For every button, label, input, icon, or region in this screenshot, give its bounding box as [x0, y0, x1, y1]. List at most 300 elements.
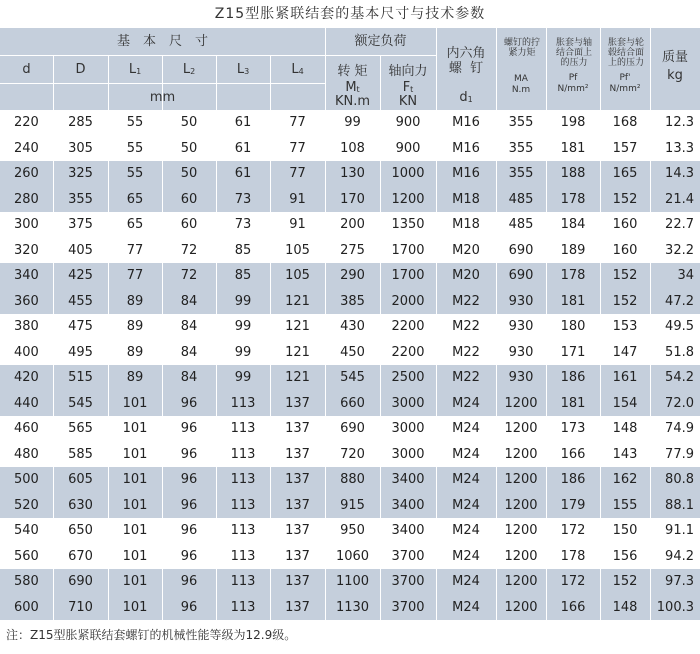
table-cell: 280 [0, 187, 53, 213]
table-cell: 515 [53, 365, 108, 391]
table-cell: M18 [436, 212, 496, 238]
table-cell: 108 [325, 136, 380, 162]
table-cell: 137 [270, 493, 325, 519]
table-cell: 930 [496, 340, 546, 366]
table-cell: 77 [270, 136, 325, 162]
table-cell: 88.1 [665, 497, 694, 513]
table-cell: 1100 [325, 569, 380, 595]
table-cell: 147 [600, 340, 650, 366]
table-cell: 113 [216, 493, 270, 519]
table-cell: 1200 [496, 544, 546, 570]
pf2-unit: N/mm² [609, 84, 641, 94]
table-cell: 154 [600, 391, 650, 417]
table-cell: 915 [325, 493, 380, 519]
table-cell: 1200 [496, 569, 546, 595]
table-cell: 300 [0, 212, 53, 238]
basic-dims-label: 基 本 尺 寸 [116, 34, 208, 49]
bolt-torque-unit: N.m [511, 85, 531, 95]
table-cell: 3400 [380, 518, 436, 544]
table-cell: 3700 [380, 595, 436, 621]
table-cell: 94.2 [665, 548, 694, 564]
table-cell: 55 [108, 136, 162, 162]
table-cell: 91 [270, 212, 325, 238]
table-cell: 91 [270, 187, 325, 213]
table-cell: 153 [600, 314, 650, 340]
table-cell: 3000 [380, 442, 436, 468]
table-row [0, 518, 700, 544]
table-cell: 171 [546, 340, 600, 366]
table-cell: 61 [216, 110, 270, 136]
table-cell: 1700 [380, 263, 436, 289]
table-cell: 101 [108, 493, 162, 519]
table-cell: 73 [216, 187, 270, 213]
table-row [0, 544, 700, 570]
table-cell: 1200 [496, 442, 546, 468]
bolt-torque-symbol: MA [514, 74, 528, 84]
table-cell: 96 [162, 416, 216, 442]
table-cell: 113 [216, 544, 270, 570]
table-cell: 179 [546, 493, 600, 519]
hex-symbol: d1 [459, 90, 473, 105]
table-cell: 305 [53, 136, 108, 162]
table-cell: 101 [108, 518, 162, 544]
table-cell: 420 [0, 365, 53, 391]
table-cell: 173 [546, 416, 600, 442]
table-cell: 1200 [496, 518, 546, 544]
table-cell: 96 [162, 518, 216, 544]
table-cell: 99 [216, 314, 270, 340]
table-cell: 105 [270, 263, 325, 289]
table-cell: M24 [436, 391, 496, 417]
table-cell: 1350 [380, 212, 436, 238]
table-cell: 166 [546, 442, 600, 468]
table-row [0, 569, 700, 595]
table-cell: 690 [53, 569, 108, 595]
footnote: 注：Z15型胀紧联结套螺钉的机械性能等级为12.9级。 [6, 628, 297, 642]
table-cell: 165 [600, 161, 650, 187]
table-cell: 55 [108, 161, 162, 187]
table-cell: 1200 [380, 187, 436, 213]
table-cell: 320 [0, 238, 53, 264]
table-cell: 900 [380, 136, 436, 162]
table-cell: 3700 [380, 544, 436, 570]
table-row [0, 493, 700, 519]
table-cell: 200 [325, 212, 380, 238]
table-cell: 2000 [380, 289, 436, 315]
table-cell: 54.2 [665, 370, 694, 386]
table-cell: 50 [162, 110, 216, 136]
table-cell: 184 [546, 212, 600, 238]
table-cell: 73 [216, 212, 270, 238]
table-row [0, 161, 700, 187]
table-cell: 12.3 [665, 115, 694, 131]
table-cell: 99 [216, 340, 270, 366]
table-cell: 152 [600, 187, 650, 213]
table-cell: 580 [0, 569, 53, 595]
table-row [0, 187, 700, 213]
table-cell: 152 [600, 263, 650, 289]
torque-label: 转 矩 [337, 64, 368, 79]
table-cell: 77 [108, 238, 162, 264]
table-cell: 2200 [380, 314, 436, 340]
table-cell: 89 [108, 365, 162, 391]
table-cell: 3000 [380, 391, 436, 417]
table-cell: 161 [600, 365, 650, 391]
table-cell: 96 [162, 569, 216, 595]
table-cell: 545 [53, 391, 108, 417]
table-cell: 99 [216, 289, 270, 315]
table-cell: 113 [216, 467, 270, 493]
table-cell: 160 [600, 238, 650, 264]
table-cell: 1060 [325, 544, 380, 570]
table-cell: 32.2 [665, 242, 694, 258]
table-cell: M16 [436, 110, 496, 136]
table-cell: 89 [108, 314, 162, 340]
table-cell: M22 [436, 340, 496, 366]
table-cell: 520 [0, 493, 53, 519]
table-cell: 50 [162, 136, 216, 162]
table-cell: 500 [0, 467, 53, 493]
table-cell: 113 [216, 442, 270, 468]
table-cell: 96 [162, 544, 216, 570]
table-cell: 405 [53, 238, 108, 264]
table-cell: 60 [162, 187, 216, 213]
table-cell: 720 [325, 442, 380, 468]
col-L4: L4 [291, 62, 304, 77]
table-cell: 240 [0, 136, 53, 162]
mass-unit: kg [667, 68, 683, 83]
table-cell: 113 [216, 569, 270, 595]
table-cell: M16 [436, 136, 496, 162]
table-cell: 49.5 [665, 319, 694, 335]
table-cell: 1200 [496, 416, 546, 442]
table-cell: 166 [546, 595, 600, 621]
table-cell: 84 [162, 289, 216, 315]
table-row [0, 365, 700, 391]
col-L1: L1 [128, 62, 142, 77]
table-cell: 930 [496, 314, 546, 340]
table-cell: 2500 [380, 365, 436, 391]
table-cell: 101 [108, 416, 162, 442]
table-cell: 930 [496, 365, 546, 391]
table-cell: 1200 [496, 595, 546, 621]
col-d: d [22, 62, 31, 77]
table-cell: 80.8 [665, 472, 694, 488]
torque-symbol: Mt [345, 80, 360, 95]
table-cell: 156 [600, 544, 650, 570]
table-cell: 101 [108, 569, 162, 595]
table-cell: 85 [216, 263, 270, 289]
table-cell: 72.0 [665, 395, 694, 411]
table-cell: 148 [600, 595, 650, 621]
table-cell: 290 [325, 263, 380, 289]
table-cell: 105 [270, 238, 325, 264]
table-cell: M20 [436, 263, 496, 289]
table-cell: 130 [325, 161, 380, 187]
table-cell: 143 [600, 442, 650, 468]
table-cell: 3700 [380, 569, 436, 595]
table-cell: 425 [53, 263, 108, 289]
table-cell: 51.8 [665, 344, 694, 360]
table-cell: 3000 [380, 416, 436, 442]
table-cell: 74.9 [665, 421, 694, 437]
table-row [0, 238, 700, 264]
table-cell: 180 [546, 314, 600, 340]
table-cell: 77 [108, 263, 162, 289]
table-cell: 84 [162, 340, 216, 366]
table-cell: 157 [600, 136, 650, 162]
table-cell: 61 [216, 161, 270, 187]
table-cell: 61 [216, 136, 270, 162]
table-cell: 660 [325, 391, 380, 417]
table-row [0, 212, 700, 238]
table-cell: 2200 [380, 340, 436, 366]
table-cell: 148 [600, 416, 650, 442]
table-cell: 65 [108, 212, 162, 238]
table-cell: 99 [325, 110, 380, 136]
table-cell: 690 [496, 238, 546, 264]
table-cell: 72 [162, 263, 216, 289]
table-cell: 14.3 [665, 166, 694, 182]
table-row [0, 340, 700, 366]
table-cell: 101 [108, 442, 162, 468]
table-cell: 100.3 [656, 599, 694, 615]
table-cell: 21.4 [665, 191, 694, 207]
mass-label: 质量 [661, 50, 688, 65]
table-cell: 565 [53, 416, 108, 442]
table-cell: 950 [325, 518, 380, 544]
table-cell: 121 [270, 314, 325, 340]
table-cell: 150 [600, 518, 650, 544]
table-cell: 450 [325, 340, 380, 366]
table-cell: 186 [546, 365, 600, 391]
table-cell: 285 [53, 110, 108, 136]
table-cell: 99 [216, 365, 270, 391]
table-cell: 137 [270, 544, 325, 570]
table-cell: 1130 [325, 595, 380, 621]
table-cell: 545 [325, 365, 380, 391]
col-L3: L3 [236, 62, 250, 77]
table-cell: 355 [496, 110, 546, 136]
table-cell: 96 [162, 442, 216, 468]
table-cell: 162 [600, 467, 650, 493]
table-title: Z15型胀紧联结套的基本尺寸与技术参数 [0, 0, 700, 28]
table-cell: 137 [270, 391, 325, 417]
table-cell: 137 [270, 467, 325, 493]
table-cell: 65 [108, 187, 162, 213]
table-cell: M18 [436, 187, 496, 213]
table-cell: 121 [270, 289, 325, 315]
table-cell: 84 [162, 314, 216, 340]
table-cell: 13.3 [665, 140, 694, 156]
mm-unit: mm [149, 90, 176, 105]
pf-label: 胀套与轴结合面上的压力 [555, 38, 592, 68]
pf-symbol: Pf [568, 73, 578, 83]
table-cell: 55 [108, 110, 162, 136]
table-cell: 1000 [380, 161, 436, 187]
table-cell: 96 [162, 391, 216, 417]
table-row [0, 442, 700, 468]
table-cell: 50 [162, 161, 216, 187]
table-cell: M24 [436, 493, 496, 519]
table-cell: 380 [0, 314, 53, 340]
table-cell: 495 [53, 340, 108, 366]
table-cell: 188 [546, 161, 600, 187]
table-cell: 101 [108, 467, 162, 493]
table-cell: 1700 [380, 238, 436, 264]
table-cell: 178 [546, 263, 600, 289]
table-cell: 340 [0, 263, 53, 289]
table-cell: M20 [436, 238, 496, 264]
table-cell: 113 [216, 595, 270, 621]
table-cell: 101 [108, 595, 162, 621]
axial-unit: KN [398, 94, 418, 109]
table-cell: 485 [496, 212, 546, 238]
table-cell: 355 [496, 161, 546, 187]
pf2-symbol: Pf' [619, 73, 631, 83]
axial-symbol: Ft [402, 80, 414, 95]
table-cell: M24 [436, 569, 496, 595]
bolt-torque-label: 螺钉的拧紧力矩 [504, 38, 541, 58]
table-cell: M22 [436, 314, 496, 340]
table-cell: 360 [0, 289, 53, 315]
table-row [0, 314, 700, 340]
table-cell: 113 [216, 518, 270, 544]
table-cell: 178 [546, 187, 600, 213]
table-cell: 355 [496, 136, 546, 162]
table-cell: 96 [162, 467, 216, 493]
table-cell: 168 [600, 110, 650, 136]
table-cell: 600 [0, 595, 53, 621]
table-cell: 3400 [380, 467, 436, 493]
table-cell: 198 [546, 110, 600, 136]
table-cell: 1200 [496, 467, 546, 493]
table-row [0, 416, 700, 442]
table-cell: 47.2 [665, 293, 694, 309]
table-cell: 3400 [380, 493, 436, 519]
table-cell: 155 [600, 493, 650, 519]
table-cell: 84 [162, 365, 216, 391]
pf-unit: N/mm² [557, 84, 589, 94]
table-cell: 440 [0, 391, 53, 417]
table-row [0, 136, 700, 162]
table-cell: 485 [496, 187, 546, 213]
table-cell: 152 [600, 569, 650, 595]
table-cell: 96 [162, 595, 216, 621]
data-table [0, 110, 700, 620]
table-cell: 260 [0, 161, 53, 187]
table-cell: 137 [270, 569, 325, 595]
table-cell: 710 [53, 595, 108, 621]
table-cell: 455 [53, 289, 108, 315]
table-cell: 96 [162, 493, 216, 519]
table-cell: 91.1 [665, 523, 694, 539]
table-cell: 137 [270, 518, 325, 544]
table-cell: M24 [436, 595, 496, 621]
table-cell: 400 [0, 340, 53, 366]
table-cell: 355 [53, 187, 108, 213]
table-cell: M22 [436, 365, 496, 391]
table-cell: M16 [436, 161, 496, 187]
table-cell: 89 [108, 340, 162, 366]
table-cell: 605 [53, 467, 108, 493]
table-cell: 430 [325, 314, 380, 340]
table-cell: 34 [677, 268, 694, 284]
table-cell: 60 [162, 212, 216, 238]
table-cell: 670 [53, 544, 108, 570]
table-cell: 181 [546, 289, 600, 315]
table-cell: 101 [108, 391, 162, 417]
torque-unit: KN.m [334, 94, 371, 109]
table-cell: 1200 [496, 493, 546, 519]
table-cell: 650 [53, 518, 108, 544]
table-cell: 113 [216, 391, 270, 417]
table-cell: M24 [436, 544, 496, 570]
table-cell: 930 [496, 289, 546, 315]
table-cell: 113 [216, 416, 270, 442]
table-cell: 22.7 [665, 217, 694, 233]
table-cell: M24 [436, 518, 496, 544]
table-row [0, 467, 700, 493]
hex-bolt-label: 内六角 螺 钉 [446, 46, 486, 76]
table-cell: 101 [108, 544, 162, 570]
table-cell: 630 [53, 493, 108, 519]
table-cell: 137 [270, 595, 325, 621]
table-cell: 186 [546, 467, 600, 493]
table-cell: 385 [325, 289, 380, 315]
table-cell: 690 [325, 416, 380, 442]
table-cell: 181 [546, 136, 600, 162]
table-cell: 540 [0, 518, 53, 544]
table-cell: 77 [270, 110, 325, 136]
table-row [0, 110, 700, 136]
table-row [0, 595, 700, 621]
table-cell: 137 [270, 442, 325, 468]
table-cell: 475 [53, 314, 108, 340]
table-cell: 121 [270, 340, 325, 366]
table-row [0, 263, 700, 289]
table-cell: 585 [53, 442, 108, 468]
table-cell: 172 [546, 569, 600, 595]
pf2-label: 胀套与轮毂结合面上的压力 [607, 38, 644, 68]
table-cell: 189 [546, 238, 600, 264]
table-header [0, 28, 700, 110]
table-cell: M22 [436, 289, 496, 315]
table-cell: 480 [0, 442, 53, 468]
table-cell: 77.9 [665, 446, 694, 462]
table-cell: 97.3 [665, 574, 694, 590]
rated-load-label: 额定负荷 [354, 34, 407, 49]
table-cell: 1200 [496, 391, 546, 417]
table-cell: 152 [600, 289, 650, 315]
table-cell: 275 [325, 238, 380, 264]
table-row [0, 289, 700, 315]
table-cell: M24 [436, 467, 496, 493]
table-cell: 880 [325, 467, 380, 493]
table-cell: 220 [0, 110, 53, 136]
table-cell: 560 [0, 544, 53, 570]
table-cell: 325 [53, 161, 108, 187]
table-cell: M24 [436, 442, 496, 468]
table-cell: 137 [270, 416, 325, 442]
table-cell: 160 [600, 212, 650, 238]
table-row [0, 391, 700, 417]
table-cell: 900 [380, 110, 436, 136]
table-cell: 170 [325, 187, 380, 213]
table-cell: 77 [270, 161, 325, 187]
table-cell: 72 [162, 238, 216, 264]
table-cell: M24 [436, 416, 496, 442]
